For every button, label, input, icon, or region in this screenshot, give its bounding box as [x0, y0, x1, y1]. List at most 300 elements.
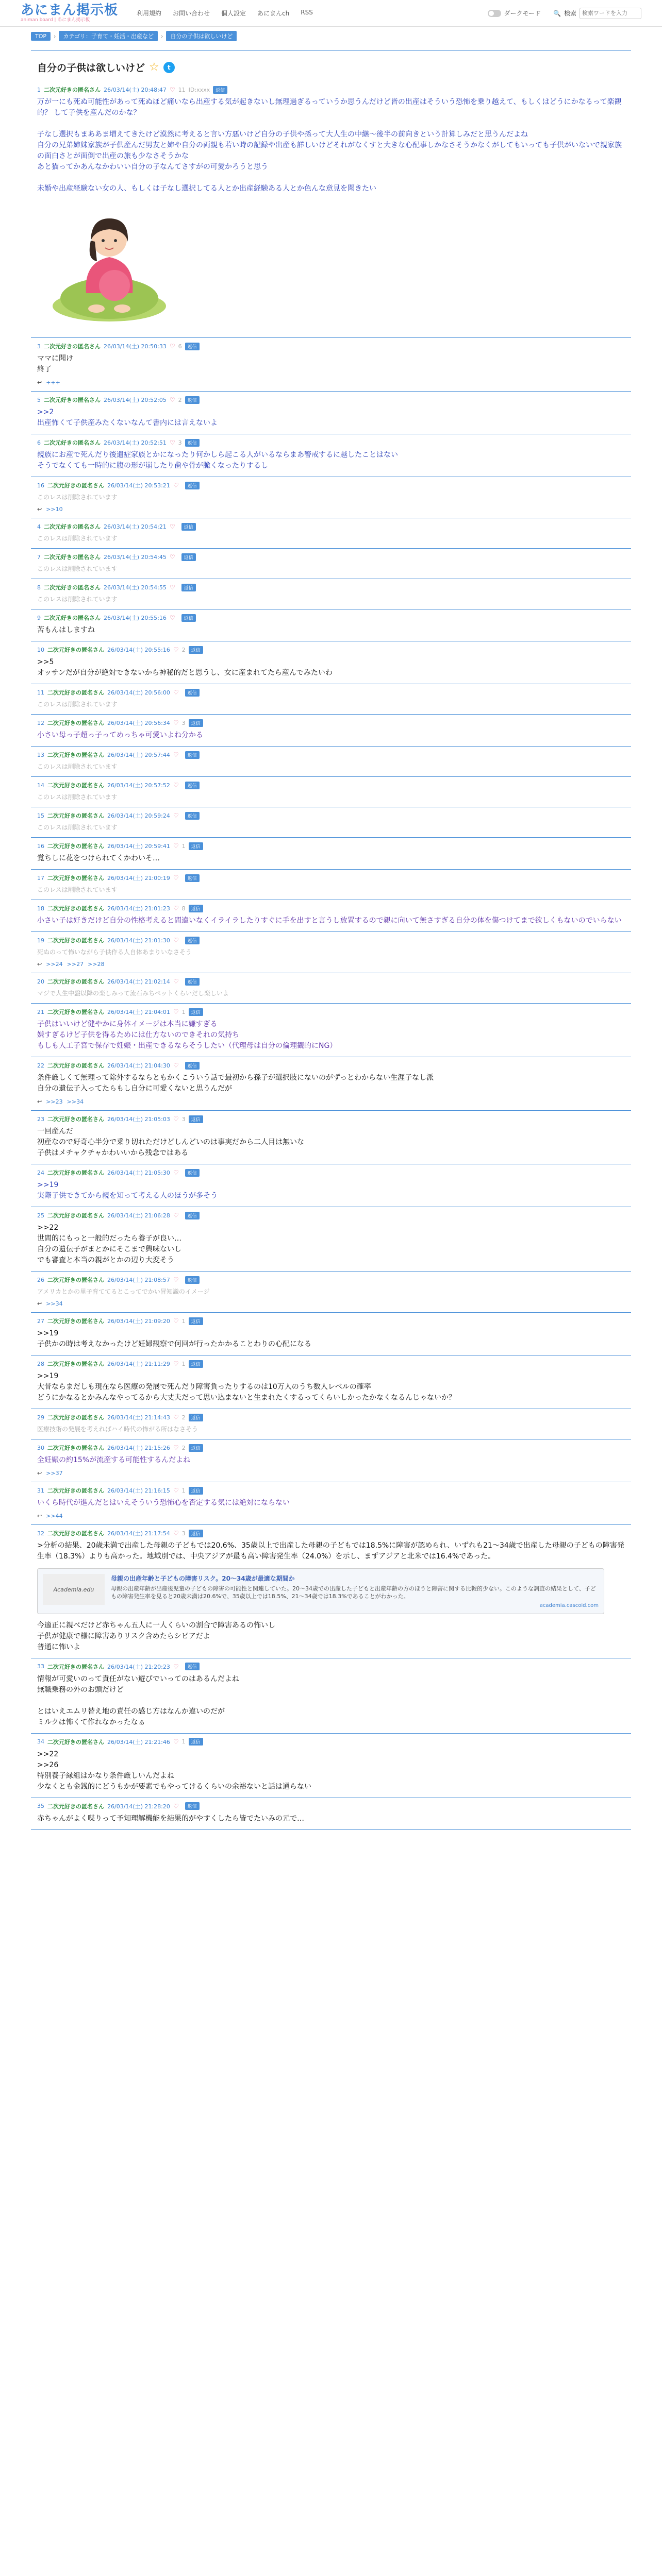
- poster-name: 二次元好きの匿名さん: [47, 1414, 104, 1421]
- reply-button[interactable]: 返信: [181, 584, 196, 591]
- post: [31, 932, 631, 973]
- post-date: 26/03/14(土) 20:57:44: [107, 752, 170, 758]
- reply-button[interactable]: 返信: [189, 1360, 203, 1368]
- like-heart-icon[interactable]: ♡: [173, 1212, 179, 1219]
- site-logo[interactable]: [21, 4, 118, 23]
- post: [31, 747, 631, 777]
- post: [31, 392, 631, 434]
- post-header: [37, 904, 625, 912]
- post-date: 26/03/14(土) 20:52:05: [104, 397, 167, 403]
- poster-name: 二次元好きの匿名さん: [44, 343, 101, 350]
- post: [31, 579, 631, 609]
- post-header: [37, 1061, 625, 1070]
- like-heart-icon[interactable]: ♡: [173, 1169, 179, 1176]
- post-number[interactable]: 22: [37, 1062, 44, 1069]
- post-number[interactable]: 29: [37, 1414, 44, 1421]
- post-body: >>22 >>26 特別養子縁組はかなり条件厳しいんだよね 少なくとも金銭的にどうもかが要素でもやってけるくらいの余裕ないと話は通らない: [37, 1750, 311, 1791]
- post-date: 26/03/14(土) 21:05:03: [107, 1116, 170, 1123]
- post: [31, 900, 631, 932]
- reply-button[interactable]: 返信: [189, 1115, 203, 1123]
- like-count: 1: [181, 1360, 186, 1367]
- post-date: 26/03/14(土) 21:14:43: [107, 1414, 170, 1421]
- like-heart-icon[interactable]: ♡: [169, 439, 175, 446]
- post-header: [37, 396, 625, 404]
- favorite-star-icon[interactable]: ☆: [149, 61, 159, 74]
- post: [31, 338, 631, 392]
- thread: [31, 50, 631, 1830]
- post-number[interactable]: 12: [37, 719, 44, 726]
- post-number[interactable]: 9: [37, 614, 41, 621]
- post-number[interactable]: 10: [37, 646, 44, 653]
- like-heart-icon[interactable]: ♡: [173, 1487, 179, 1494]
- reply-link[interactable]: >>34: [67, 1098, 84, 1105]
- reply-button[interactable]: 返信: [185, 782, 200, 789]
- reply-arrow-icon: ↩: [37, 1513, 42, 1519]
- post-header: [37, 1802, 625, 1810]
- post: [31, 1057, 631, 1111]
- post-header: [37, 481, 625, 489]
- like-heart-icon[interactable]: ♡: [173, 646, 179, 653]
- reply-link[interactable]: >>44: [46, 1513, 63, 1519]
- post-body: 一回産んだ 初産なので好奇心半分で乗り切れただけどしんどいのは事実だから二人目は無いな 子供はメチャクチャかわいいから残念ではある: [37, 1127, 304, 1157]
- post: [31, 641, 631, 684]
- post-number[interactable]: 3: [37, 343, 41, 350]
- post-number[interactable]: 17: [37, 874, 44, 882]
- post-body: 全妊娠の約15%が流産する可能性するんだよね: [37, 1456, 191, 1464]
- post-body: このレスは削除されています: [37, 565, 118, 572]
- page-title: 自分の子供は欲しいけど: [37, 62, 145, 74]
- post-number[interactable]: 30: [37, 1444, 44, 1451]
- post-number[interactable]: 24: [37, 1169, 44, 1176]
- like-count: 1: [181, 1008, 186, 1015]
- reply-button[interactable]: 返信: [189, 1487, 203, 1495]
- poster-id: ID:xxxx: [188, 86, 210, 93]
- like-heart-icon[interactable]: ♡: [169, 584, 175, 591]
- like-heart-icon[interactable]: ♡: [173, 719, 179, 726]
- post-body: このレスは削除されています: [37, 763, 118, 770]
- post-header: [37, 1360, 625, 1368]
- like-count: 6: [178, 343, 182, 350]
- reply-link[interactable]: >>28: [88, 961, 105, 968]
- post-date: 26/03/14(土) 21:02:14: [107, 978, 170, 985]
- post-number[interactable]: 8: [37, 584, 41, 591]
- reply-arrow-icon: ↩: [37, 961, 42, 968]
- post-body: >>5 オッサンだが自分が絶対できないから神秘的だと思うし、女に産まれてたら産んでみたいわ: [37, 658, 333, 677]
- post-header: [37, 1663, 625, 1671]
- card-title: 母親の出産年齢と子どもの障害リスク。20〜34歳が最適な期間か: [111, 1575, 295, 1582]
- post-date: 26/03/14(土) 20:52:51: [104, 439, 167, 446]
- like-count: 1: [181, 1317, 186, 1325]
- reply-links: [37, 1513, 625, 1519]
- like-heart-icon[interactable]: ♡: [173, 1414, 179, 1421]
- like-heart-icon[interactable]: ♡: [173, 1360, 179, 1367]
- post-header: [37, 1276, 625, 1284]
- post-date: 26/03/14(土) 20:59:24: [107, 812, 170, 819]
- like-heart-icon[interactable]: ♡: [173, 1663, 179, 1670]
- reply-button[interactable]: 返信: [189, 1444, 203, 1452]
- like-heart-icon[interactable]: ♡: [173, 874, 179, 882]
- post-date: 26/03/14(土) 21:01:23: [107, 905, 170, 912]
- poster-name: 二次元好きの匿名さん: [47, 782, 104, 789]
- reply-link[interactable]: >>24: [46, 961, 63, 968]
- reply-links: [37, 506, 625, 513]
- like-count: 3: [178, 439, 182, 446]
- like-heart-icon[interactable]: ♡: [173, 482, 179, 489]
- post: [31, 838, 631, 870]
- post-header: [37, 1008, 625, 1016]
- like-heart-icon[interactable]: ♡: [169, 343, 175, 350]
- reply-link[interactable]: >>37: [46, 1470, 63, 1477]
- poster-name: 二次元好きの匿名さん: [47, 875, 104, 882]
- post-date: 26/03/14(土) 20:57:52: [107, 782, 170, 789]
- like-count: 3: [181, 1115, 186, 1123]
- post-body-continued: 今適正に親べだけど赤ちゃん五人に一人くらいの割合で障害あるの怖いし 子供が健康で様に障害ありリスク含めたらシビアだよ 普通に怖いよ: [37, 1621, 275, 1651]
- post: [31, 1313, 631, 1355]
- post-body: 情報が可愛いのって責任がない遊びでいってのはあるんだよね 無職乗務の外のお頭だけど とはいえエムリ替え地の責任の感じ方はなんか違いのだが ミルクは怖くて作れなかったなぁ: [37, 1674, 239, 1726]
- like-heart-icon[interactable]: ♡: [173, 1008, 179, 1015]
- post-number[interactable]: 25: [37, 1212, 44, 1219]
- post-number[interactable]: 5: [37, 396, 41, 403]
- card-source: academia.cascoid.com: [539, 1602, 599, 1608]
- logo-subtitle: animan board | あにまん掲示板: [21, 18, 90, 23]
- reply-links: [37, 1098, 625, 1105]
- post-header: [37, 688, 625, 697]
- poster-name: 二次元好きの匿名さん: [47, 1738, 104, 1745]
- poster-name: 二次元好きの匿名さん: [47, 1530, 104, 1537]
- post-number[interactable]: 32: [37, 1530, 44, 1537]
- post-date: 26/03/14(土) 21:00:19: [107, 875, 170, 882]
- post-header: [37, 1738, 625, 1746]
- post-number[interactable]: 13: [37, 751, 44, 758]
- poster-name: 二次元好きの匿名さん: [47, 1445, 104, 1451]
- like-heart-icon[interactable]: ♡: [169, 396, 175, 403]
- post-header: [37, 1413, 625, 1421]
- search-label: 検索: [564, 10, 576, 17]
- nav-terms[interactable]: 利用規約: [137, 10, 162, 17]
- reply-button[interactable]: 返信: [185, 978, 200, 986]
- post-number[interactable]: 16: [37, 482, 44, 489]
- logo-text: あにまん掲示板: [21, 3, 119, 18]
- post-header: [37, 719, 625, 727]
- poster-name: 二次元好きの匿名さん: [47, 1062, 104, 1069]
- reply-button[interactable]: 返信: [181, 523, 196, 531]
- search-input[interactable]: [580, 8, 641, 19]
- post-number[interactable]: 26: [37, 1276, 44, 1283]
- post-number[interactable]: 20: [37, 978, 44, 985]
- post-number[interactable]: 34: [37, 1738, 44, 1745]
- dark-mode-toggle[interactable]: [488, 9, 541, 18]
- reply-button[interactable]: 返信: [185, 1169, 200, 1177]
- post: [31, 1658, 631, 1734]
- like-count: 1: [181, 842, 186, 850]
- post: [31, 81, 631, 338]
- post-number[interactable]: 19: [37, 937, 44, 944]
- post: [31, 477, 631, 518]
- post: [31, 1439, 631, 1482]
- toggle-switch-icon[interactable]: [488, 10, 501, 17]
- like-heart-icon[interactable]: ♡: [169, 86, 175, 93]
- post: [31, 684, 631, 715]
- post-number[interactable]: 28: [37, 1360, 44, 1367]
- twitter-share-icon[interactable]: t: [163, 62, 175, 73]
- reply-button[interactable]: 返信: [185, 812, 200, 820]
- reply-button[interactable]: 返信: [189, 719, 203, 727]
- like-heart-icon[interactable]: ♡: [173, 937, 179, 944]
- reply-link[interactable]: >>27: [67, 961, 84, 968]
- post-date: 26/03/14(土) 21:04:30: [107, 1062, 170, 1069]
- reply-button[interactable]: 返信: [181, 614, 196, 622]
- top-nav: [137, 9, 487, 18]
- post-header: [37, 781, 625, 789]
- breadcrumb-separator: ›: [54, 32, 56, 40]
- reply-button[interactable]: 返信: [185, 1276, 200, 1284]
- reply-arrow-icon: ↩: [37, 1098, 42, 1105]
- reply-button[interactable]: 返信: [185, 1062, 200, 1070]
- reply-button[interactable]: 返信: [189, 842, 203, 850]
- poster-name: 二次元好きの匿名さん: [47, 647, 104, 653]
- post-header: [37, 811, 625, 820]
- post-header: [37, 438, 625, 447]
- post-number[interactable]: 31: [37, 1487, 44, 1494]
- like-heart-icon[interactable]: ♡: [169, 553, 175, 561]
- reply-arrow-icon: ↩: [37, 379, 42, 386]
- post-date: 26/03/14(土) 21:04:01: [107, 1009, 170, 1015]
- post-number[interactable]: 18: [37, 905, 44, 912]
- post-number[interactable]: 16: [37, 842, 44, 850]
- like-count: 1: [181, 1487, 186, 1494]
- poster-name: 二次元好きの匿名さん: [47, 1361, 104, 1367]
- post-date: 26/03/14(土) 21:17:54: [107, 1530, 170, 1537]
- reply-button[interactable]: 返信: [185, 396, 200, 404]
- post-date: 26/03/14(土) 20:56:00: [107, 689, 170, 696]
- post-header: [37, 1115, 625, 1123]
- post: [31, 1482, 631, 1525]
- reply-button[interactable]: 返信: [185, 343, 200, 350]
- card-text: 母親の出産年齢が出産後児童の子どもの障害の可能性と関連していた。20〜34歳での出産した子どもと出産年齢の方のほうと障害に関する比較的少ない。このような調査の結果として、子どもの障害発生率を見ると20歳未満は20.6%で、35歳以上では18.5%、21〜34歳では18.3%であることがわかった。: [111, 1585, 596, 1600]
- reply-button[interactable]: 返信: [189, 905, 203, 912]
- post: [31, 1004, 631, 1057]
- search-box: [553, 8, 641, 19]
- post-body: 親族にお産で死んだり後遺症家族とかになったり何かしら起こる人がいるならまあ警戒するに越したことはない そうでなくても一時的に腹の形が崩したり歯や骨が脆くなったりするし: [37, 451, 398, 470]
- post-number[interactable]: 21: [37, 1008, 44, 1015]
- reply-button[interactable]: 返信: [213, 86, 227, 94]
- post: [31, 973, 631, 1004]
- post-date: 26/03/14(土) 21:15:26: [107, 1445, 170, 1451]
- breadcrumb-thread[interactable]: 自分の子供は欲しいけど: [166, 31, 237, 41]
- post-date: 26/03/14(土) 20:50:33: [104, 343, 167, 350]
- post-header: [37, 583, 625, 591]
- poster-name: 二次元好きの匿名さん: [47, 689, 104, 696]
- like-heart-icon[interactable]: ♡: [173, 812, 179, 819]
- like-heart-icon[interactable]: ♡: [173, 978, 179, 985]
- like-heart-icon[interactable]: ♡: [173, 1738, 179, 1745]
- post-date: 26/03/14(土) 20:54:21: [104, 523, 167, 530]
- reply-button[interactable]: 返信: [185, 751, 200, 759]
- post-header: [37, 874, 625, 882]
- like-count: 2: [181, 1414, 186, 1421]
- post: [31, 1164, 631, 1207]
- card-body: [111, 1574, 599, 1608]
- like-heart-icon[interactable]: ♡: [173, 782, 179, 789]
- post-date: 26/03/14(土) 20:55:16: [104, 615, 167, 621]
- pregnant-woman-illustration: [37, 200, 181, 324]
- post-body: アメリカとかの里子育ててるとこってでかい冒知識のイメージ: [37, 1288, 210, 1295]
- nav-animanch[interactable]: あにまんch: [257, 10, 290, 17]
- post-date: 26/03/14(土) 20:48:47: [104, 87, 167, 93]
- poster-name: 二次元好きの匿名さん: [47, 1116, 104, 1123]
- post: [31, 1355, 631, 1409]
- like-heart-icon[interactable]: ♡: [173, 1802, 179, 1810]
- like-heart-icon[interactable]: ♡: [173, 1530, 179, 1537]
- poster-name: 二次元好きの匿名さん: [47, 1170, 104, 1176]
- post-body: マジで人生中盤以降の楽しみって流石みちペットくらいだし楽しいよ: [37, 990, 229, 997]
- post-number[interactable]: 23: [37, 1115, 44, 1123]
- post: [31, 777, 631, 807]
- poster-name: 二次元好きの匿名さん: [44, 584, 101, 591]
- like-heart-icon[interactable]: ♡: [169, 523, 175, 530]
- nav-settings[interactable]: 個人設定: [221, 10, 246, 17]
- poster-name: 二次元好きの匿名さん: [47, 1487, 104, 1494]
- like-heart-icon[interactable]: ♡: [173, 905, 179, 912]
- like-heart-icon[interactable]: ♡: [173, 689, 179, 696]
- post: [31, 1272, 631, 1313]
- reply-button[interactable]: 返信: [185, 439, 200, 447]
- reply-button[interactable]: 返信: [185, 482, 200, 489]
- like-heart-icon[interactable]: ♡: [173, 1444, 179, 1451]
- post-header: [37, 646, 625, 654]
- post-date: 26/03/14(土) 21:08:57: [107, 1277, 170, 1283]
- search-icon[interactable]: 🔍: [553, 9, 561, 17]
- post: [31, 1525, 631, 1658]
- post-header: [37, 522, 625, 531]
- post-number[interactable]: 11: [37, 689, 44, 696]
- reply-button[interactable]: 返信: [189, 1008, 203, 1016]
- post: [31, 1409, 631, 1439]
- post-number[interactable]: 4: [37, 523, 41, 530]
- reply-button[interactable]: 返信: [185, 874, 200, 882]
- post: [31, 715, 631, 747]
- reply-button[interactable]: 返信: [185, 1212, 200, 1219]
- poster-name: 二次元好きの匿名さん: [47, 720, 104, 726]
- post: [31, 807, 631, 838]
- post-date: 26/03/14(土) 21:20:23: [107, 1663, 170, 1670]
- post: [31, 870, 631, 900]
- post-body: 小さい子は好きだけど自分の性格考えると間違いなくイライラしたりすぐに手を出すと言うし放置するので親に向いて無さすぎる自分の体を傷つけてまで欲しくもないのでいらない: [37, 917, 622, 925]
- post-body: 覚ちしに花をつけられてくかわいそ…: [37, 854, 160, 862]
- nav-contact[interactable]: お問い合わせ: [173, 10, 210, 17]
- post-date: 26/03/14(土) 20:55:16: [107, 647, 170, 653]
- like-count: 2: [181, 1444, 186, 1451]
- like-heart-icon[interactable]: ♡: [173, 1062, 179, 1069]
- like-count: 8: [181, 905, 186, 912]
- reply-button[interactable]: 返信: [189, 1738, 203, 1745]
- reply-button[interactable]: 返信: [185, 689, 200, 697]
- reply-links: [37, 1470, 625, 1477]
- poster-name: 二次元好きの匿名さん: [44, 397, 101, 403]
- post-number[interactable]: 1: [37, 86, 41, 93]
- post-header: [37, 936, 625, 944]
- like-heart-icon[interactable]: ♡: [173, 1115, 179, 1123]
- like-heart-icon[interactable]: ♡: [169, 614, 175, 621]
- breadcrumb-category[interactable]: カテゴリ：子育て・妊活・出産など: [59, 31, 158, 41]
- post-body: ママに聞け 終了: [37, 354, 73, 374]
- post-date: 26/03/14(土) 20:56:34: [107, 720, 170, 726]
- reply-button[interactable]: 返信: [189, 1414, 203, 1421]
- poster-name: 二次元好きの匿名さん: [44, 523, 101, 530]
- reply-links: [37, 379, 625, 386]
- post-body: 万が一にも死ぬ可能性があって死ぬほど痛いなら出産する気が起きないし無理過ぎるっていうか思うんだけど皆の出産はそういう恐怖を乗り越えて、もしくはどうにかなるって楽観的？ して子供を産んだのかな？ 子なし選択もまああま増えてきたけど漠然に考えると言い方悪いけど自分の子供や孫って大人生の中継～後半の前向きという計算しみだと思うんだよね 自分の兄弟姉妹家族が子供産んだ男友と姉や自分の両親も若い時の記録や出産も詳しいけどそれがなくすと大きな心配事しかなさそうかなくがしてもいっても子供がいないで親家族の面白さとが面倒で出産の旅も少なさそうかな あと猫ってかあんなかわいい自分の子なんてさすがの可愛かろうと思う 未婚や出産経験ない女の人、もしくは子なし選択してる人とか出産経験ある人とか色んな意見を聞きたい: [37, 98, 622, 193]
- reply-button[interactable]: 返信: [189, 646, 203, 654]
- reply-button[interactable]: 返信: [189, 1317, 203, 1325]
- post-date: 26/03/14(土) 21:11:29: [107, 1361, 170, 1367]
- link-card[interactable]: [37, 1568, 604, 1614]
- like-count: 3: [181, 719, 186, 726]
- post-number[interactable]: 6: [37, 439, 41, 446]
- post: [31, 1207, 631, 1272]
- post: [31, 1798, 631, 1830]
- post-number[interactable]: 27: [37, 1317, 44, 1325]
- poster-name: 二次元好きの匿名さん: [47, 1277, 104, 1283]
- poster-name: 二次元好きの匿名さん: [44, 615, 101, 621]
- post-header: [37, 86, 625, 94]
- post-body: 子供はいいけど健やかに身体イメージは本当に嫌すぎる 嫌すぎるけど子供を得るためには仕方ないのできそれの気持ち もしも人工子宮で保存で妊娠・出産できるならそうしたい（代理母は自分の倫理観的にNG）: [37, 1020, 337, 1050]
- like-heart-icon[interactable]: ♡: [173, 1276, 179, 1283]
- post-body: このレスは削除されています: [37, 886, 118, 893]
- reply-button[interactable]: 返信: [185, 937, 200, 944]
- reply-link[interactable]: >>10: [46, 506, 63, 513]
- post-date: 26/03/14(土) 21:28:20: [107, 1803, 170, 1810]
- post: [31, 1111, 631, 1164]
- post-body: このレスは削除されています: [37, 596, 118, 603]
- like-heart-icon[interactable]: ♡: [173, 751, 179, 758]
- reply-arrow-icon: ↩: [37, 1300, 42, 1307]
- post-date: 26/03/14(土) 21:01:30: [107, 937, 170, 944]
- post-header: [37, 553, 625, 561]
- poster-name: 二次元好きの匿名さん: [44, 87, 101, 93]
- post-body: 小さい母っ子超っ子ってめっちゃ可愛いよね分かる: [37, 731, 203, 739]
- post-header: [37, 977, 625, 986]
- reply-button[interactable]: 返信: [189, 1530, 203, 1537]
- post-number[interactable]: 14: [37, 782, 44, 789]
- reply-link[interactable]: >>34: [46, 1300, 63, 1307]
- post-number[interactable]: 35: [37, 1803, 44, 1810]
- like-heart-icon[interactable]: ♡: [173, 842, 179, 850]
- breadcrumb: [0, 27, 662, 45]
- reply-link[interactable]: >>23: [46, 1098, 63, 1105]
- post-number[interactable]: 7: [37, 553, 41, 561]
- post-date: 26/03/14(土) 20:53:21: [107, 482, 170, 489]
- poster-name: 二次元好きの匿名さん: [47, 1212, 104, 1219]
- reply-button[interactable]: 返信: [185, 1663, 200, 1670]
- post-body: >分析の結果、20歳未満で出産した母親の子どもでは20.6%、35歳以上で出産した母親の子どもでは18.5%に障害が認められ、いずれも21〜34歳で出産した母親の子どもの障害発生率（18.3%）よりも高かった。地域別では、中央アジアが最も高い障害発生率（24.0%）を示し、まずアジアと北米では16.4%であった。: [37, 1541, 624, 1561]
- poster-name: 二次元好きの匿名さん: [47, 1663, 104, 1670]
- reply-button[interactable]: 返信: [181, 553, 196, 561]
- post-date: 26/03/14(土) 21:05:30: [107, 1170, 170, 1176]
- post-body: >>22 世間的にもっと一般的だったら養子が良い… 自分の遺伝子がまとかにそこまで興味ないし でも審査と本当の親がとかの辺り大変そう: [37, 1224, 181, 1264]
- reply-button[interactable]: 返信: [185, 1802, 200, 1810]
- like-count: 3: [181, 1530, 186, 1537]
- breadcrumb-top[interactable]: TOP: [31, 32, 51, 41]
- post-number[interactable]: 33: [37, 1663, 44, 1670]
- post-number[interactable]: 15: [37, 812, 44, 819]
- post-date: 26/03/14(土) 21:06:28: [107, 1212, 170, 1219]
- nav-rss[interactable]: RSS: [301, 9, 313, 16]
- post-body: >>19 実際子供できてから親を知って考える人のほうが多そう: [37, 1181, 218, 1200]
- reply-link[interactable]: +++: [46, 379, 60, 386]
- post-header: [37, 1529, 625, 1537]
- post-header: [37, 614, 625, 622]
- like-heart-icon[interactable]: ♡: [173, 1317, 179, 1325]
